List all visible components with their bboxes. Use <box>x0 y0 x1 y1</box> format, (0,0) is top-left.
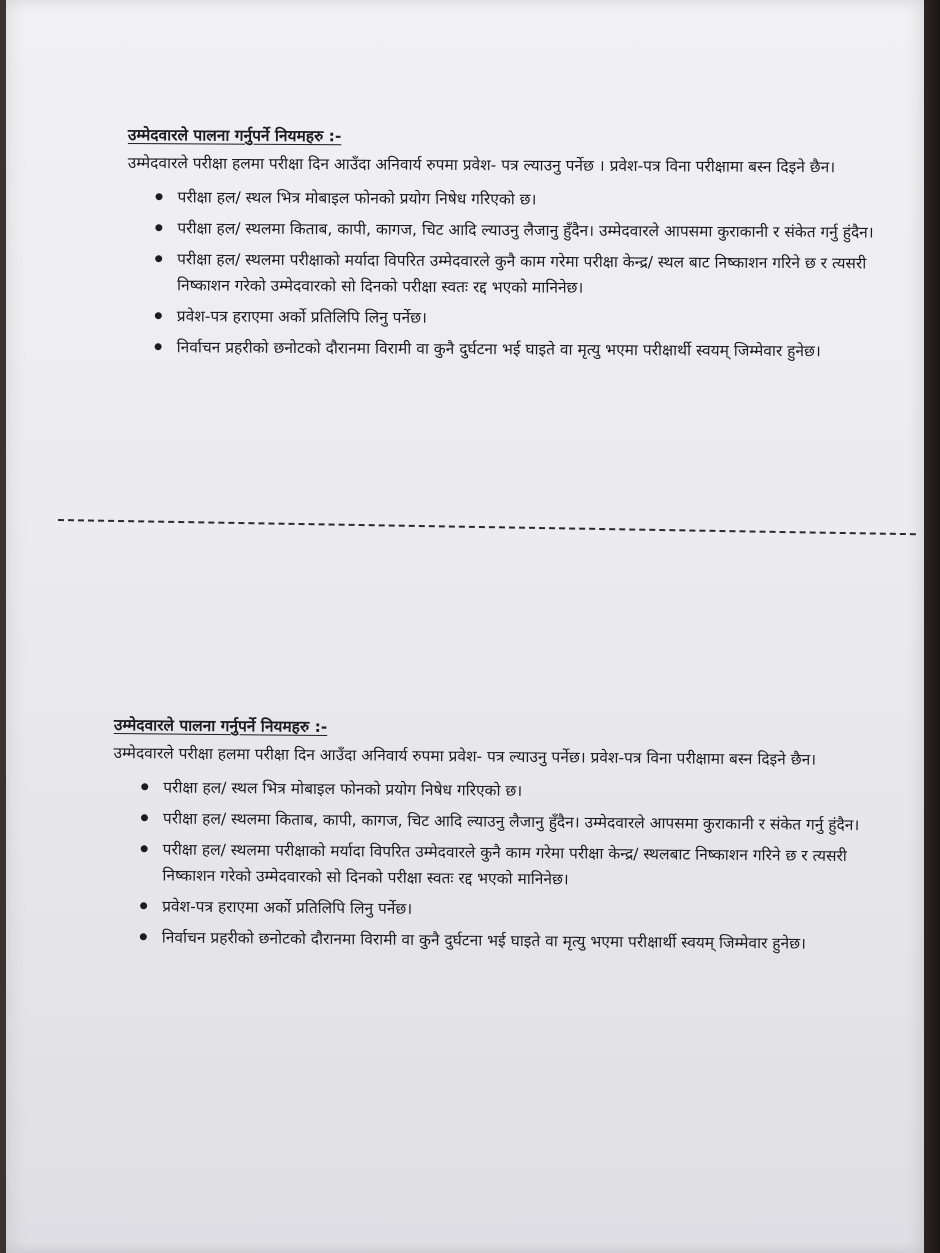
rule-text: परीक्षा हल/ स्थलमा किताब, कापी, कागज, चिट आदि ल्याउनु लैजानु हुँदैन। उम्मेदवारले आपसमा कुराकानी र संकेत गर्नु हुंदैन। <box>177 219 874 242</box>
rule-text: परीक्षा हल/ स्थलमा परीक्षाको मर्यादा विपरित उम्मेदवारले कुनै काम गरेमा परीक्षा केन्द्र/ स्थल बाट निष्काशन गरिने छ र त्यसरी निष्काशन गरेको उम्मेदवारको सो दिनको परीक्षा स्वतः रद्द भएको मानिनेछ। <box>176 250 867 297</box>
rule-text: निर्वाचन प्रहरीको छनोटको दौरानमा विरामी वा कुनै दुर्घटना भई घाइते वा मृत्यु भएमा परीक्षार्थी स्वयम् जिम्मेवार हुनेछ। <box>161 928 807 953</box>
bullet-icon <box>141 845 148 852</box>
dashed-cut-line <box>58 519 916 535</box>
list-item <box>140 924 882 957</box>
rules-section-top <box>127 122 898 370</box>
section-heading: उम्मेदवारले पालना गर्नुपर्ने नियमहरु :- <box>113 715 328 737</box>
bullet-icon <box>155 255 162 262</box>
list-item <box>155 184 897 215</box>
rule-text: परीक्षा हल/ स्थल भित्र मोबाइल फोनको प्रयोग निषेध गरिएको छ। <box>177 188 537 209</box>
rules-list <box>112 774 884 957</box>
bullet-icon <box>140 902 147 909</box>
rule-text: परीक्षा हल/ स्थल भित्र मोबाइल फोनको प्रयोग निषेध गरिएको छ। <box>163 778 523 800</box>
rules-list <box>127 184 898 365</box>
rule-text: परीक्षा हल/ स्थलमा परीक्षाको मर्यादा विपरित उम्मेदवारले कुनै काम गरेमा परीक्षा केन्द्र/ स्थलबाट निष्काशन गरिने छ र त्यसरी निष्काशन गरेको उम्मेदवारको सो दिनको परीक्षा स्वतः रद्द भएको मानिनेछ। <box>162 840 847 889</box>
list-item <box>141 805 883 838</box>
rule-text: निर्वाचन प्रहरीको छनोटको दौरानमा विरामी वा कुनै दुर्घटना भई घाइते वा मृत्यु भएमा परीक्षार्थी स्वयम् जिम्मेवार हुनेछ। <box>176 338 821 361</box>
bullet-icon <box>155 224 162 231</box>
rule-text: परीक्षा हल/ स्थलमा किताब, कापी, कागज, चिट आदि ल्याउनु लैजानु हुँदैन। उम्मेदवारले आपसमा कुराकानी र संकेत गर्नु हुंदैन। <box>162 809 860 835</box>
bullet-icon <box>141 783 148 790</box>
list-item <box>155 246 897 303</box>
bullet-icon <box>156 193 163 200</box>
list-item <box>140 836 882 895</box>
list-item <box>141 774 883 807</box>
table-edge <box>924 0 940 1253</box>
bullet-icon <box>155 343 162 350</box>
paper-sheet <box>6 0 924 1253</box>
rule-text: प्रवेश-पत्र हराएमा अर्को प्रतिलिपि लिनु पर्नेछ। <box>176 307 427 327</box>
bullet-icon <box>155 312 162 319</box>
section-intro: उम्मेदवारले परीक्षा हलमा परीक्षा दिन आउँदा अनिवार्य रुपमा प्रवेश- पत्र ल्याउनु पर्नेछ । प्रवेश-पत्र विना परीक्षामा बस्न दिइने छैन। <box>127 153 836 177</box>
rules-section-bottom <box>112 712 884 962</box>
bullet-icon <box>141 814 148 821</box>
list-item <box>155 303 897 334</box>
section-intro: उम्मेदवारले परीक्षा हलमा परीक्षा दिन आउँदा अनिवार्य रुपमा प्रवेश- पत्र ल्याउनु पर्नेछ। प्रवेश-पत्र विना परीक्षामा बस्न दिइने छैन। <box>113 743 817 769</box>
bullet-icon <box>140 933 147 940</box>
list-item <box>140 893 882 926</box>
list-item <box>155 215 897 246</box>
section-heading: उम्मेदवारले पालना गर्नुपर्ने नियमहरु :- <box>127 125 342 146</box>
list-item <box>155 334 897 365</box>
rule-text: प्रवेश-पत्र हराएमा अर्को प्रतिलिपि लिनु पर्नेछ। <box>162 897 413 918</box>
